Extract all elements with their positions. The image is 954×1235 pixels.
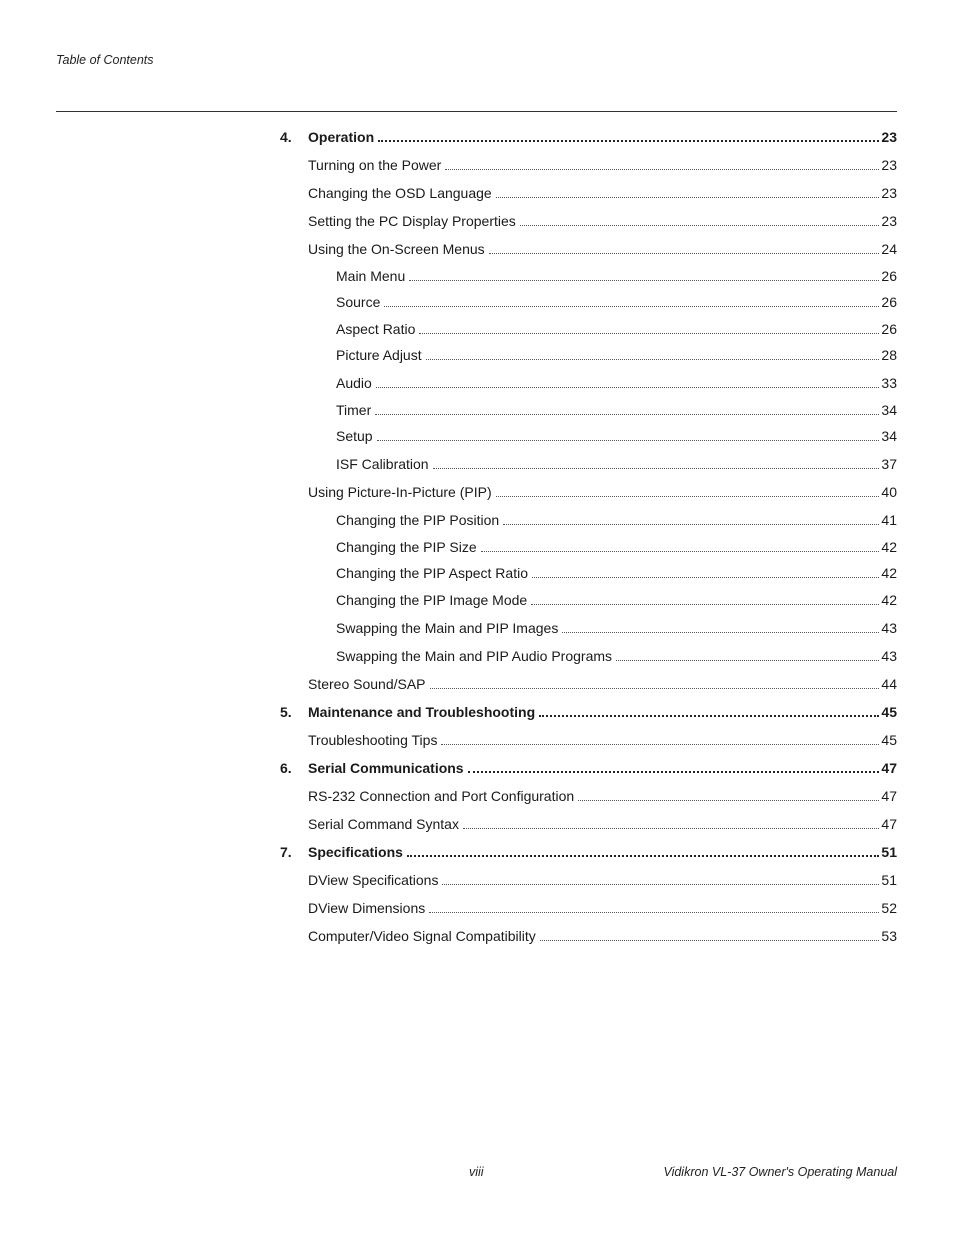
toc-entry-title: Swapping the Main and PIP Audio Programs (336, 648, 613, 664)
toc-entry[interactable] (336, 617, 897, 637)
dot-leader (426, 359, 880, 360)
dot-leader (531, 604, 879, 605)
toc-entry[interactable] (308, 785, 897, 805)
toc-entry[interactable] (336, 291, 897, 311)
dot-leader (442, 884, 879, 885)
toc-entry-page: 47 (881, 788, 897, 804)
toc-entry[interactable] (336, 318, 897, 338)
dot-leader (378, 140, 879, 142)
toc-entry-title: Troubleshooting Tips (308, 732, 438, 748)
toc-entry-title: Audio (336, 375, 372, 391)
toc-entry-page: 26 (881, 321, 897, 337)
toc-entry[interactable] (308, 869, 897, 889)
toc-entry-title: Changing the PIP Aspect Ratio (336, 565, 528, 581)
toc-entry-title: Stereo Sound/SAP (308, 676, 426, 692)
toc-entry[interactable] (308, 729, 897, 749)
toc-entry[interactable] (308, 925, 897, 945)
dot-leader (375, 414, 879, 415)
dot-leader (384, 306, 879, 307)
dot-leader (429, 912, 879, 913)
toc-entry-page: 37 (881, 456, 897, 472)
toc-entry-title: Using the On-Screen Menus (308, 241, 485, 257)
toc-entry-page: 34 (881, 428, 897, 444)
toc-entry-page: 53 (881, 928, 897, 944)
dot-leader (578, 800, 879, 801)
toc-entry[interactable] (308, 673, 897, 693)
toc-entry[interactable] (336, 645, 897, 665)
dot-leader (468, 771, 880, 773)
toc-entry[interactable] (336, 399, 897, 419)
toc-entry-title: Specifications (308, 844, 403, 860)
toc-entry-title: ISF Calibration (336, 456, 429, 472)
toc-entry-title: Changing the OSD Language (308, 185, 492, 201)
toc-entry[interactable] (308, 238, 897, 258)
toc-entry-page: 28 (881, 347, 897, 363)
dot-leader (496, 496, 880, 497)
chapter-number: 4. (280, 129, 292, 145)
toc-entry-page: 47 (881, 816, 897, 832)
toc-entry-title: Maintenance and Troubleshooting (308, 704, 536, 720)
dot-leader (441, 744, 879, 745)
toc-entry-title: Changing the PIP Size (336, 539, 477, 555)
toc-entry[interactable] (280, 701, 897, 721)
toc-entry[interactable] (336, 372, 897, 392)
dot-leader (539, 715, 879, 717)
toc-entry[interactable] (280, 126, 897, 146)
toc-entry[interactable] (336, 536, 897, 556)
toc-entry[interactable] (336, 453, 897, 473)
dot-leader (562, 632, 879, 633)
toc-entry-page: 34 (881, 402, 897, 418)
dot-leader (540, 940, 880, 941)
toc-entry-page: 23 (881, 157, 897, 173)
toc-entry[interactable] (336, 265, 897, 285)
toc-entry-title: Timer (336, 402, 372, 418)
toc-entry-page: 23 (881, 185, 897, 201)
toc-entry-title: Operation (308, 129, 375, 145)
toc-entry-title: Swapping the Main and PIP Images (336, 620, 559, 636)
dot-leader (503, 524, 879, 525)
toc-entry[interactable] (336, 562, 897, 582)
chapter-number: 7. (280, 844, 292, 860)
footer-manual-title: Vidikron VL-37 Owner's Operating Manual (663, 1165, 897, 1179)
toc-entry[interactable] (308, 481, 897, 501)
toc-entry-page: 43 (881, 648, 897, 664)
toc-entry-page: 26 (881, 268, 897, 284)
toc-entry-title: Serial Command Syntax (308, 816, 459, 832)
toc-entry-page: 23 (881, 213, 897, 229)
toc-entry[interactable] (336, 509, 897, 529)
toc-entry-title: DView Specifications (308, 872, 439, 888)
toc-entry[interactable] (308, 154, 897, 174)
toc-entry-title: Computer/Video Signal Compatibility (308, 928, 536, 944)
toc-entry-page: 33 (881, 375, 897, 391)
toc-entry-title: Main Menu (336, 268, 406, 284)
toc-entry-title: Aspect Ratio (336, 321, 416, 337)
toc-entry-page: 24 (881, 241, 897, 257)
toc-entry-title: DView Dimensions (308, 900, 426, 916)
toc-entry[interactable] (308, 813, 897, 833)
dot-leader (616, 660, 879, 661)
toc-entry[interactable] (308, 897, 897, 917)
chapter-number: 5. (280, 704, 292, 720)
toc-entry-page: 26 (881, 294, 897, 310)
toc-entry-page: 45 (881, 704, 897, 720)
toc-entry[interactable] (308, 182, 897, 202)
toc-entry-page: 44 (881, 676, 897, 692)
toc-entry-page: 42 (881, 539, 897, 555)
dot-leader (377, 440, 880, 441)
dot-leader (496, 197, 880, 198)
toc-entry-title: Changing the PIP Position (336, 512, 500, 528)
toc-entry-page: 41 (881, 512, 897, 528)
dot-leader (407, 855, 880, 857)
toc-entry-title: Source (336, 294, 381, 310)
toc-entry-title: RS-232 Connection and Port Configuration (308, 788, 575, 804)
dot-leader (481, 551, 880, 552)
toc-entry-title: Setting the PC Display Properties (308, 213, 516, 229)
toc-entry-page: 51 (881, 844, 897, 860)
toc-entry[interactable] (308, 210, 897, 230)
toc-entry-page: 40 (881, 484, 897, 500)
dot-leader (463, 828, 879, 829)
toc-entry-page: 42 (881, 592, 897, 608)
dot-leader (520, 225, 880, 226)
toc-entry-page: 43 (881, 620, 897, 636)
toc-entry-title: Picture Adjust (336, 347, 422, 363)
toc-entry-page: 42 (881, 565, 897, 581)
dot-leader (532, 577, 879, 578)
toc-entry-page: 45 (881, 732, 897, 748)
toc-entry-page: 23 (881, 129, 897, 145)
toc-entry[interactable] (280, 841, 897, 861)
toc-entry-page: 52 (881, 900, 897, 916)
toc-entry-title: Changing the PIP Image Mode (336, 592, 528, 608)
dot-leader (419, 333, 879, 334)
toc-entry[interactable] (336, 344, 897, 364)
dot-leader (430, 688, 880, 689)
chapter-number: 6. (280, 760, 292, 776)
toc-entry-page: 51 (881, 872, 897, 888)
toc-entry[interactable] (280, 757, 897, 777)
footer-page-number: viii (469, 1165, 484, 1179)
dot-leader (489, 253, 880, 254)
dot-leader (433, 468, 880, 469)
dot-leader (409, 280, 879, 281)
toc-entry-title: Serial Communications (308, 760, 464, 776)
running-header: Table of Contents (56, 53, 154, 67)
dot-leader (445, 169, 879, 170)
toc-entry[interactable] (336, 589, 897, 609)
toc-entry-title: Turning on the Power (308, 157, 442, 173)
toc-entry-page: 47 (881, 760, 897, 776)
toc-entry-title: Setup (336, 428, 373, 444)
toc-entry[interactable] (336, 425, 897, 445)
toc-entry-title: Using Picture-In-Picture (PIP) (308, 484, 492, 500)
dot-leader (376, 387, 880, 388)
